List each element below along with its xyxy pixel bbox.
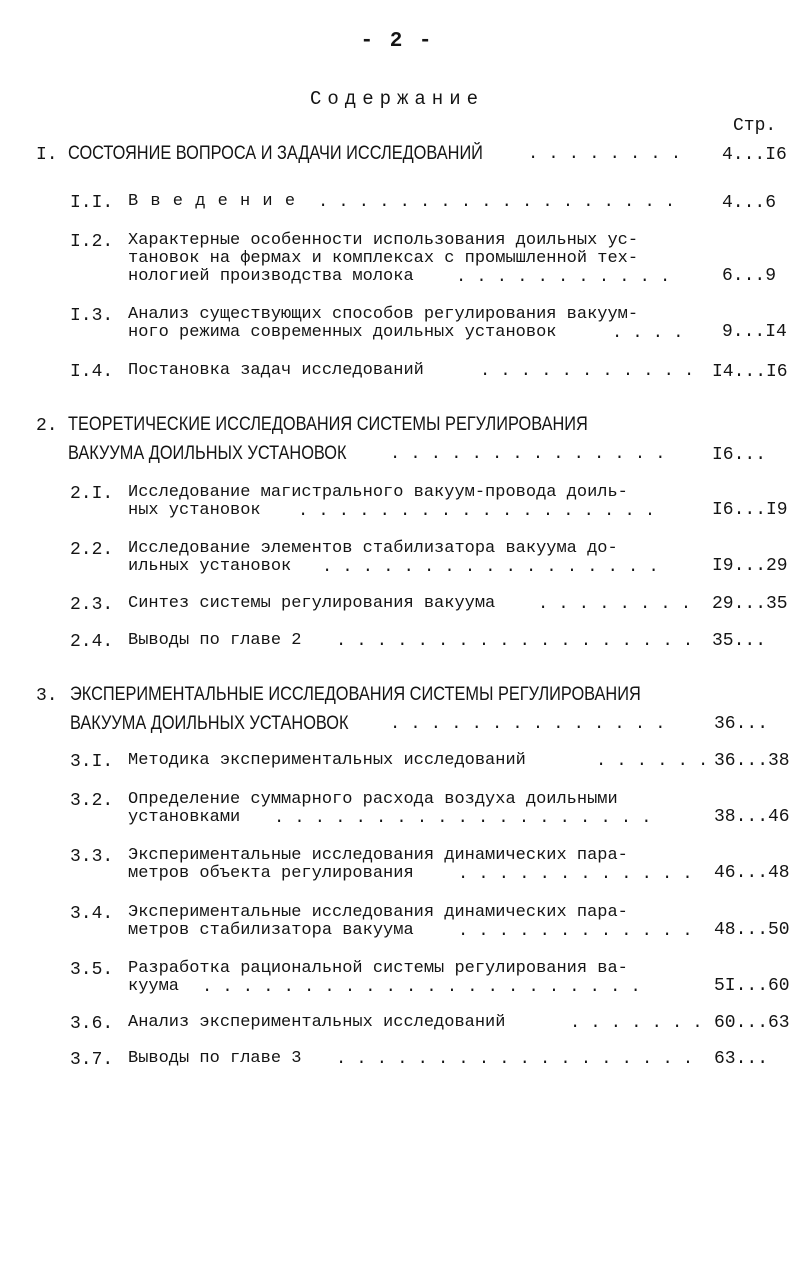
entry-pages: 35... xyxy=(712,631,767,651)
entry-number: 3.6. xyxy=(70,1014,114,1034)
entry-pages: I4...I6 xyxy=(712,362,788,382)
entry-title-line: ЭКСПЕРИМЕНТАЛЬНЫЕ ИССЛЕДОВАНИЯ СИСТЕМЫ РЕГУЛИРОВАНИЯ xyxy=(70,684,641,705)
entry-pages: 6...9 xyxy=(722,266,777,286)
leader-dots: . . . . . . . . . . . . . . . . . . xyxy=(336,632,694,651)
entry-title-line: метров объекта регулирования xyxy=(128,864,414,883)
entry-title: Выводы по главе 3 xyxy=(128,1049,302,1068)
entry-title-line: Определение суммарного расхода воздуха доильными xyxy=(128,790,618,809)
entry-number: I.2. xyxy=(70,232,114,252)
entry-pages: 29...35 xyxy=(712,594,788,614)
entry-number: 2.I. xyxy=(70,484,114,504)
entry-number: 3.4. xyxy=(70,904,114,924)
entry-title-line: ных установок xyxy=(128,501,261,520)
entry-number: I.4. xyxy=(70,362,114,382)
entry-title-line: Анализ существующих способов регулирования вакуум- xyxy=(128,305,639,324)
leader-dots: . . . . . . . . . . . . xyxy=(458,865,693,884)
leader-dots: . . . . . . . . . . . . . . . . . . xyxy=(336,1050,694,1069)
entry-title: Методика экспериментальных исследований xyxy=(128,751,526,770)
leader-dots: . . . . . . . . . . . . . . xyxy=(390,715,666,734)
entry-number: I.I. xyxy=(70,193,114,213)
entry-title: Синтез системы регулирования вакуума xyxy=(128,594,496,613)
page-number: - 2 - xyxy=(360,30,434,53)
entry-title: В в е д е н и е xyxy=(128,192,297,211)
leader-dots: . . . . . . . . . . . . . . xyxy=(390,445,666,464)
leader-dots: . . . . . . . . . . . . . . . . . . xyxy=(298,502,656,521)
entry-number: 3.5. xyxy=(70,960,114,980)
entry-pages: 36... xyxy=(714,714,769,734)
entry-pages: 4...6 xyxy=(722,193,777,213)
entry-pages: 38...46 xyxy=(714,807,790,827)
entry-pages: I6...I9 xyxy=(712,500,788,520)
leader-dots: . . . . . . . . . . . . . . . . . xyxy=(322,558,659,577)
entry-title-line: ильных установок xyxy=(128,557,292,576)
entry-title-line: нологией производства молока xyxy=(128,267,414,286)
entry-title-line: Исследование магистрального вакуум-провода доиль- xyxy=(128,483,628,502)
entry-title-line: Экспериментальные исследования динамических пара- xyxy=(128,846,628,865)
entry-title: СОСТОЯНИЕ ВОПРОСА И ЗАДАЧИ ИССЛЕДОВАНИЙ xyxy=(68,143,483,164)
entry-title-line: метров стабилизатора вакуума xyxy=(128,921,414,940)
entry-title: Выводы по главе 2 xyxy=(128,631,302,650)
entry-pages: I6... xyxy=(712,445,767,465)
leader-dots: . . . . xyxy=(612,324,684,343)
entry-number: 3.3. xyxy=(70,847,114,867)
entry-title-line: куума xyxy=(128,977,180,996)
leader-dots: . . . . . . . . . . . xyxy=(456,268,671,287)
entry-pages: 48...50 xyxy=(714,920,790,940)
entry-pages: 36...38 xyxy=(714,751,790,771)
entry-pages: 4...I6 xyxy=(722,145,787,165)
leader-dots: . . . . . . . . . . . . xyxy=(458,922,693,941)
page-column-header: Стр. xyxy=(733,116,777,136)
entry-pages: 60...63 xyxy=(714,1013,790,1033)
entry-number: 2.4. xyxy=(70,632,114,652)
entry-title-line: Экспериментальные исследования динамических пара- xyxy=(128,903,628,922)
entry-title-line: ТЕОРЕТИЧЕСКИЕ ИССЛЕДОВАНИЯ СИСТЕМЫ РЕГУЛИРОВАНИЯ xyxy=(68,414,588,435)
entry-title-line: ВАКУУМА ДОИЛЬНЫХ УСТАНОВОК xyxy=(68,443,347,464)
leader-dots: . . . . . . . . xyxy=(538,595,692,614)
entry-pages: 9...I4 xyxy=(722,322,787,342)
entry-title-line: ного режима современных доильных установок xyxy=(128,323,557,342)
leader-dots: . . . . . . xyxy=(596,752,709,771)
entry-title-line: установками xyxy=(128,808,241,827)
entry-number: 2.2. xyxy=(70,540,114,560)
leader-dots: . . . . . . . xyxy=(570,1014,703,1033)
entry-pages: 5I...60 xyxy=(714,976,790,996)
leader-dots: . . . . . . . . xyxy=(528,145,682,164)
entry-number: 3.I. xyxy=(70,752,114,772)
leader-dots: . . . . . . . . . . . . . . . . . . . xyxy=(274,809,652,828)
entry-number: 3.7. xyxy=(70,1050,114,1070)
entry-number: 2. xyxy=(36,416,58,436)
entry-title: Постановка задач исследований xyxy=(128,361,424,380)
entry-pages: 63... xyxy=(714,1049,769,1069)
entry-title-line: Характерные особенности использования доильных ус- xyxy=(128,231,639,250)
entry-title-line: Исследование элементов стабилизатора вакуума до- xyxy=(128,539,618,558)
leader-dots: . . . . . . . . . . . . . . . . . . . . . . xyxy=(202,978,641,997)
entry-number: I.3. xyxy=(70,306,114,326)
leader-dots: . . . . . . . . . . . . . . . . . . xyxy=(318,193,676,212)
entry-title-line: ВАКУУМА ДОИЛЬНЫХ УСТАНОВОК xyxy=(70,713,349,734)
leader-dots: . . . . . . . . . . . xyxy=(480,362,695,381)
entry-pages: I9...29 xyxy=(712,556,788,576)
page-title: Содержание xyxy=(309,88,485,110)
entry-number: 3.2. xyxy=(70,791,114,811)
entry-title-line: тановок на фермах и комплексах с промышленной тех- xyxy=(128,249,639,268)
entry-title-line: Разработка рациональной системы регулирования ва- xyxy=(128,959,628,978)
entry-number: 3. xyxy=(36,686,58,706)
entry-title: Анализ экспериментальных исследований xyxy=(128,1013,506,1032)
entry-number: 2.3. xyxy=(70,595,114,615)
entry-pages: 46...48 xyxy=(714,863,790,883)
entry-number: I. xyxy=(36,145,58,165)
